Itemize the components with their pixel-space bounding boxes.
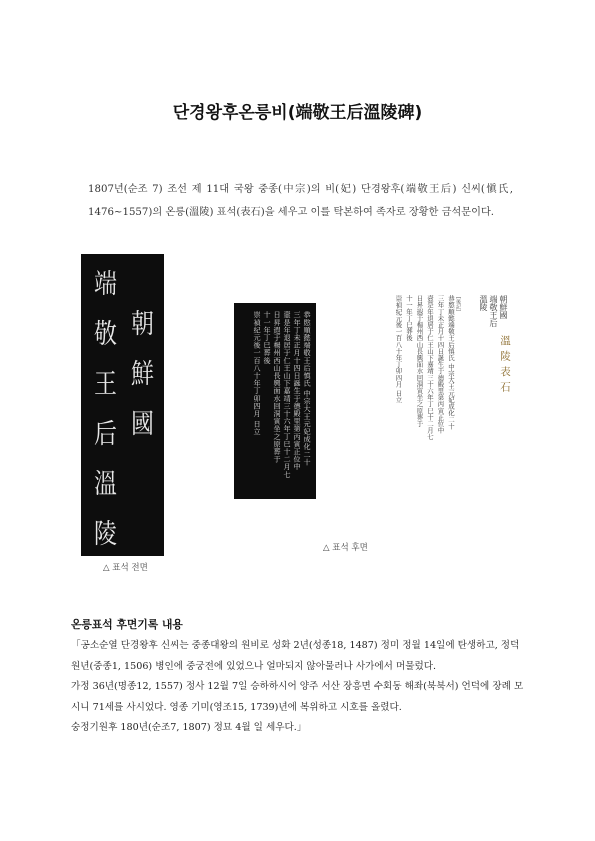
back-text-column: 三年丁未正月十四日誕生于德殿里第丙寅正位中 xyxy=(293,311,302,471)
transcription-columns xyxy=(366,295,454,440)
transcription-column: 壼是年退居于仁王山下嘉靖三十六年丁巳十二月七 xyxy=(426,295,434,441)
transcription-side-label: 溫陵表石 xyxy=(499,335,511,397)
transcription-title-line: 端敬王后 xyxy=(489,295,498,327)
transcription-image xyxy=(366,295,512,465)
transcription-title-line: 溫陵 xyxy=(479,295,488,311)
front-caption: △ 표석 전면 xyxy=(103,563,148,573)
front-char: 鮮 xyxy=(130,359,154,390)
front-char: 王 xyxy=(93,369,117,400)
front-char: 陵 xyxy=(93,519,117,550)
back-text-column: 崇禎紀元後一百八十年丁卯四月 日立 xyxy=(253,311,262,436)
front-char: 后 xyxy=(93,419,117,450)
front-right-column xyxy=(126,300,158,450)
back-text-column: 十一年丁巳葬後 xyxy=(263,311,272,365)
transcription-small-label: [後記] xyxy=(455,297,461,311)
front-left-column xyxy=(89,260,121,560)
back-caption: △ 표석 후면 xyxy=(323,543,368,553)
front-char: 端 xyxy=(93,269,117,300)
transcription-title-line: 朝鮮國 xyxy=(499,295,508,319)
transcription-column: 三年丁未正月十四日誕生于德殿里第丙寅正位中 xyxy=(436,295,445,434)
section-paragraph: 가정 36년(명종12, 1557) 정사 12월 7일 승하하시어 양주 서산 장흥면 수회동 해좌(북북서) 언덕에 장례 모시니 71세를 사시었다. 영종 기미(영조15, 1739)년에 복위하고 시호를 올렸다. xyxy=(71,681,524,713)
section-body xyxy=(71,636,531,739)
transcription-column: 崇禎紀元後一百八十年丁卯四月 日立 xyxy=(394,295,403,403)
back-rubbing-image xyxy=(234,303,316,499)
section-paragraph: 「공소순열 단경왕후 신씨는 중종대왕의 원비로 성화 2년(성종18, 1487) 정미 정월 14일에 탄생하고, 정덕 원년(중종1, 1506) 병인에 중궁전에 있었으나 얼마되지 않아물러나 사가에서 머물렀다. xyxy=(71,640,520,672)
back-text-column: 恭愍順懿端敬王后慎氏 中宗大王元妃成化二十 xyxy=(303,311,312,466)
front-char: 朝 xyxy=(130,309,154,340)
front-rubbing-image xyxy=(81,254,164,556)
intro-paragraph: 1807년(순조 7) 조선 제 11대 국왕 중종(中宗)의 비(妃) 단경왕후(端敬王后) 신씨(愼氏, 1476~1557)의 온릉(溫陵) 표석(表石)을 세우고 이를 탁본하여 족자로 장황한 금석문이다. xyxy=(88,184,513,218)
transcription-column: 日昇遐于楊州西山長興面水回洞寅坐之原葬于 xyxy=(415,295,424,427)
section-paragraph: 숭정기원후 180년(순조7, 1807) 정묘 4월 일 세우다.」 xyxy=(71,722,307,733)
front-char: 敬 xyxy=(93,319,117,350)
transcription-column: 十一年丁巳葬後 xyxy=(405,295,413,342)
transcription-title xyxy=(478,295,508,327)
front-char: 國 xyxy=(130,409,154,440)
transcription-column: 恭愍順懿端敬王后慎氏 中宗大王元妃成化二十 xyxy=(447,295,455,430)
back-text-column: 日昇遐于楊州西山長興面水回洞寅坐之原葬于 xyxy=(273,311,282,463)
section-title: 온릉표석 후면기록 내용 xyxy=(71,618,183,631)
front-char: 溫 xyxy=(93,469,117,500)
back-text-column: 壼是年退居于仁王山下嘉靖三十六年丁巳十二月七 xyxy=(283,311,292,479)
page-title: 단경왕후온릉비(端敬王后溫陵碑) xyxy=(172,103,423,123)
